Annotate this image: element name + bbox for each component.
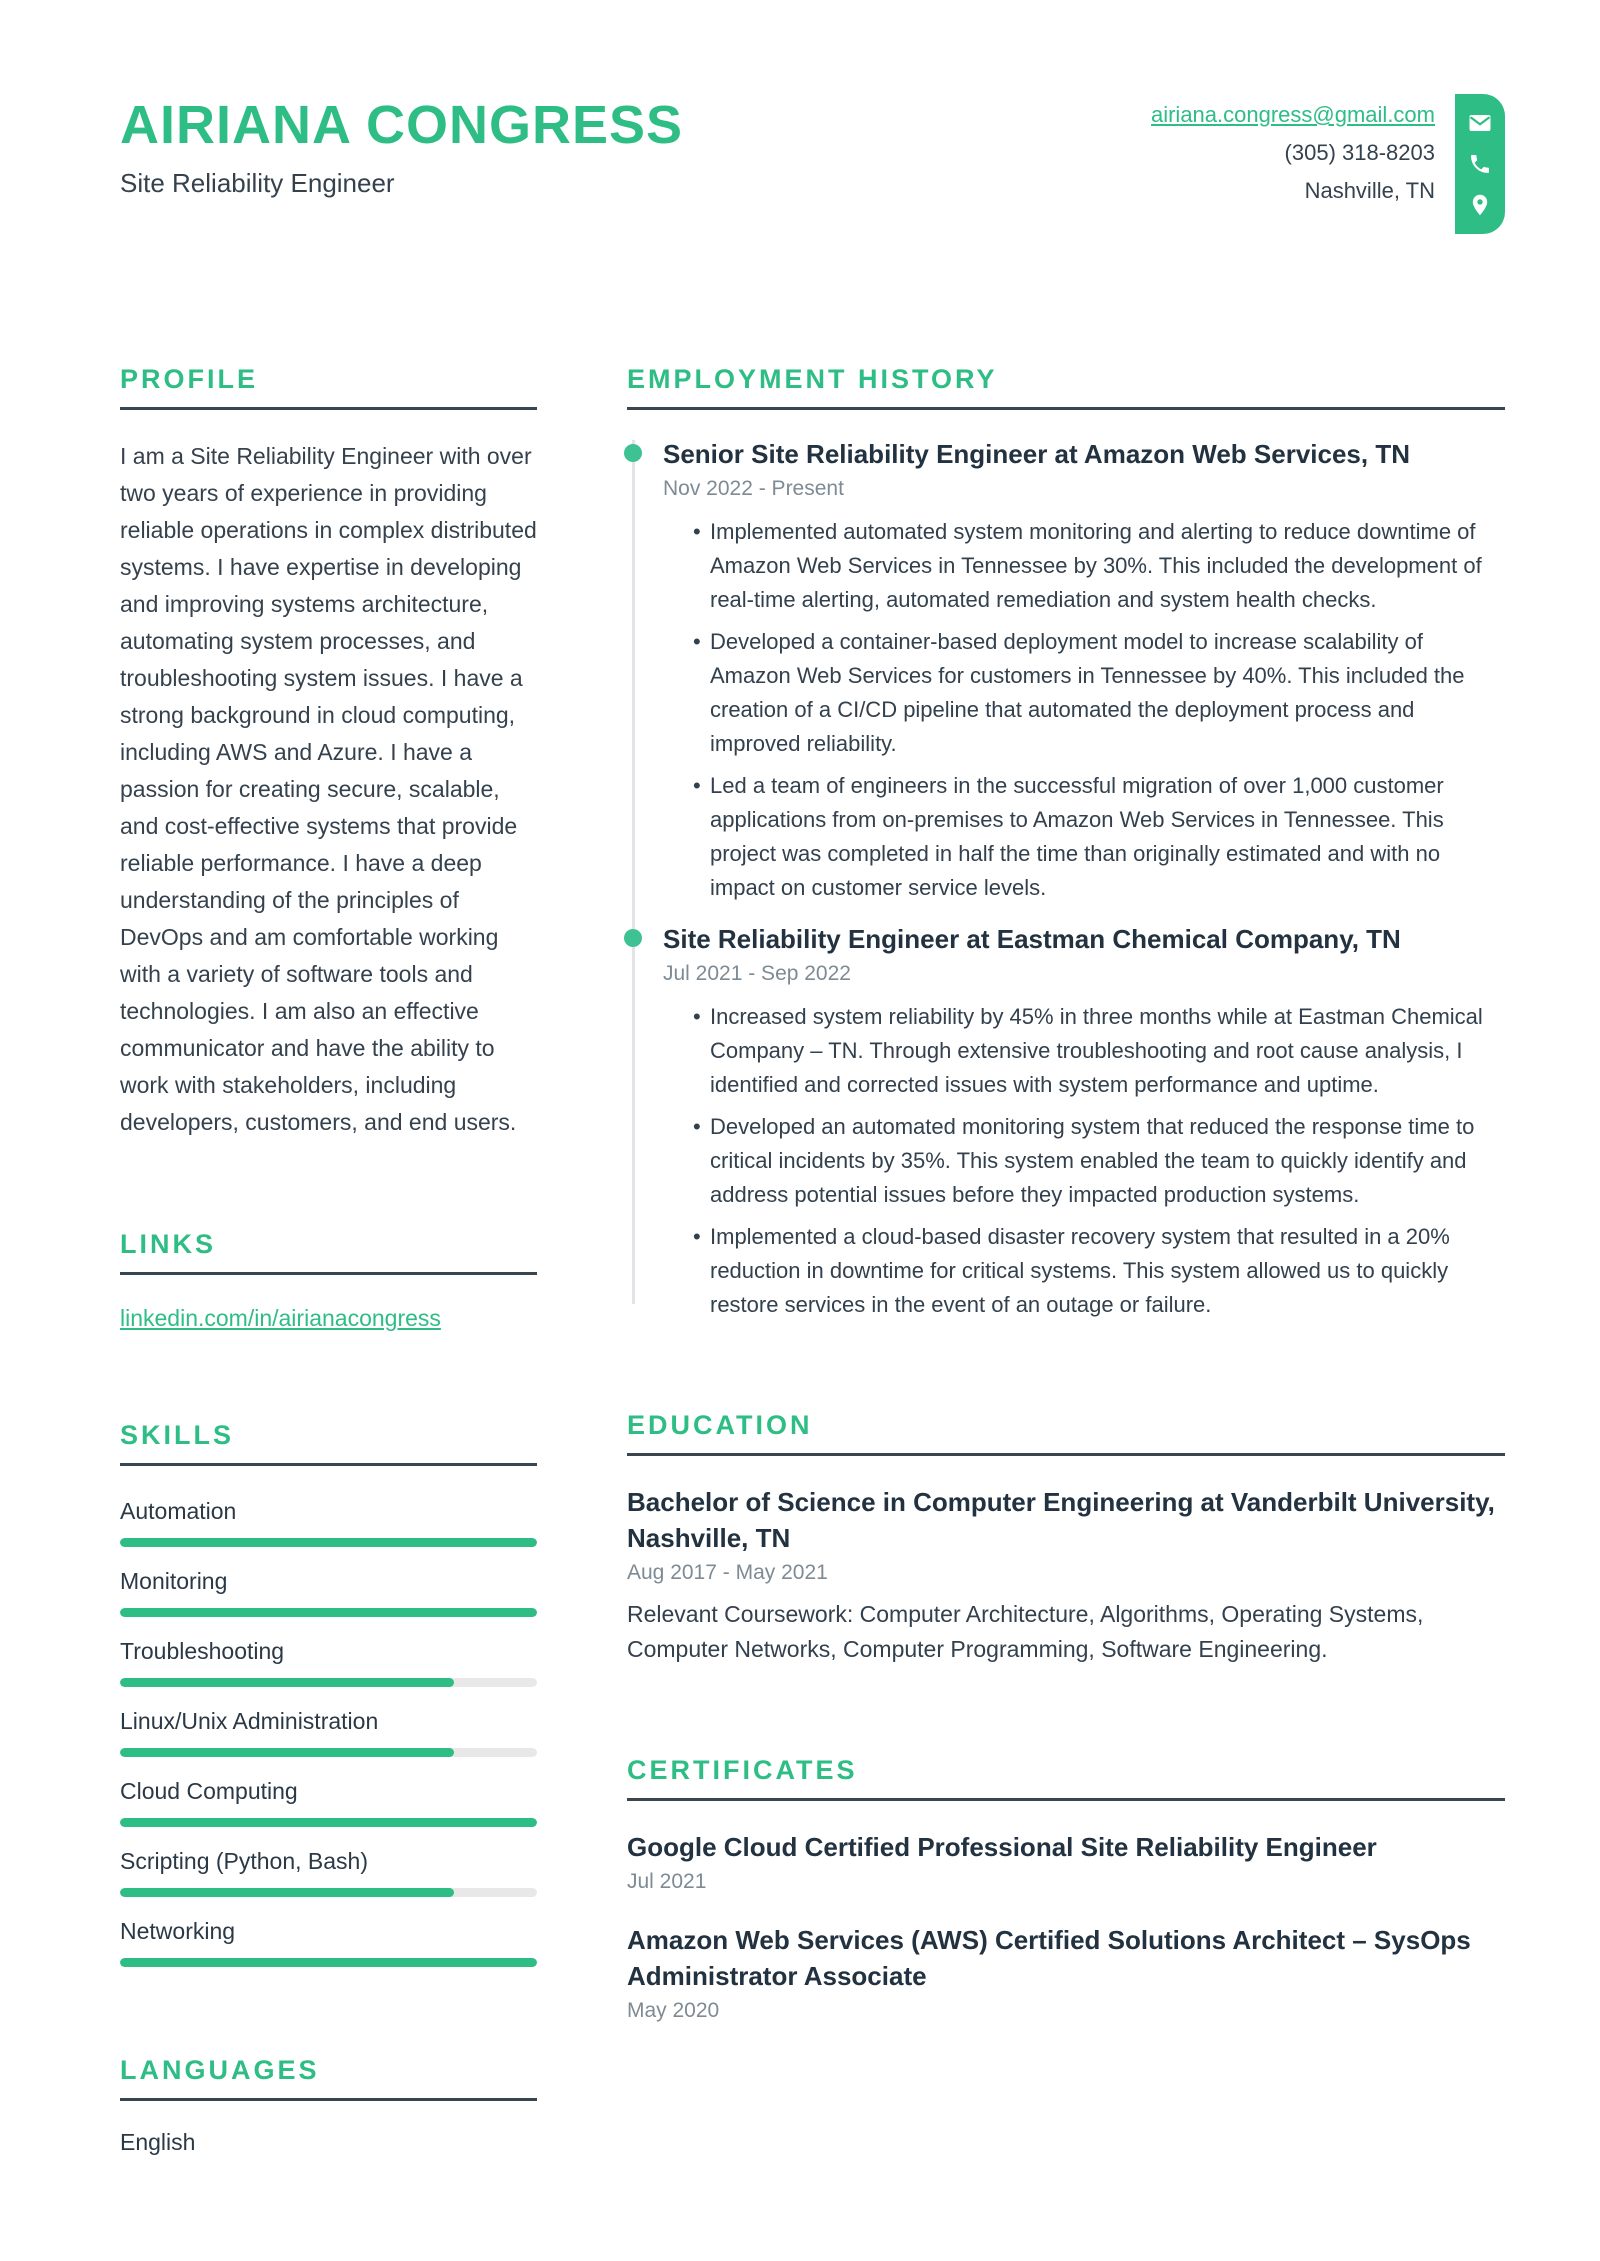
identity-block (120, 94, 683, 199)
person-job-title: Site Reliability Engineer (120, 168, 395, 199)
resume-header (120, 66, 1505, 234)
certificate-title: Amazon Web Services (AWS) Certified Solutions Architect – SysOps Administrator Associate (627, 1925, 1471, 1991)
job-title: Senior Site Reliability Engineer at Amazon Web Services, TN (663, 439, 1410, 469)
skill-item (120, 1916, 537, 1967)
contact-icon-bar (1455, 94, 1505, 234)
job-bullet: • Implemented a cloud-based disaster recovery system that resulted in a 20% reduction in downtime for critical systems. This system allowed us to quickly restore services in the event of an outage or failure. (663, 1220, 1505, 1322)
employment-heading: EMPLOYMENT HISTORY (627, 364, 1505, 410)
contact-text (1151, 96, 1435, 210)
person-name: AIRIANA CONGRESS (120, 95, 684, 155)
skill-bar (120, 1818, 537, 1827)
skill-name: Networking (120, 1918, 236, 1944)
certificates-section (627, 1755, 1505, 2023)
skill-bar-fill (120, 1958, 537, 1967)
phone-number: (305) 318-8203 (1284, 140, 1435, 165)
skill-name: Automation (120, 1498, 237, 1524)
timeline-dot (624, 929, 642, 947)
job-bullet-list (663, 515, 1505, 905)
skill-name: Troubleshooting (120, 1638, 285, 1664)
skill-item (120, 1846, 537, 1897)
skill-bar (120, 1748, 537, 1757)
skill-bar-fill (120, 1748, 454, 1757)
job-bullet: • Led a team of engineers in the successful migration of over 1,000 customer applications from on-premises to Amazon Web Services in Tennessee. This project was completed in half the time than originally estimated and with no impact on customer service levels. (663, 769, 1505, 905)
skill-bar-fill (120, 1538, 537, 1547)
certificate-date: Jul 2021 (627, 1870, 707, 1893)
job-bullet: • Increased system reliability by 45% in three months while at Eastman Chemical Company – TN. Through extensive troubleshooting and root cause analysis, I identified and corrected issues with system performance and uptime. (663, 1000, 1505, 1102)
employment-timeline (627, 436, 1505, 1322)
languages-heading: LANGUAGES (120, 2055, 537, 2101)
skill-name: Cloud Computing (120, 1778, 298, 1804)
education-heading: EDUCATION (627, 1410, 1505, 1456)
skill-name: Monitoring (120, 1568, 228, 1594)
job-dates: Jul 2021 - Sep 2022 (663, 962, 851, 985)
skills-list (120, 1496, 537, 1967)
skills-heading: SKILLS (120, 1420, 537, 1466)
job-title: Site Reliability Engineer at Eastman Chemical Company, TN (663, 924, 1401, 954)
education-coursework: Relevant Coursework: Computer Architecture, Algorithms, Operating Systems, Computer Networks, Computer Programming, Software Engineering. (627, 1601, 1424, 1662)
skill-bar-fill (120, 1608, 537, 1617)
skill-item (120, 1566, 537, 1617)
skill-bar-fill (120, 1818, 537, 1827)
left-column (120, 364, 537, 2244)
employment-section (627, 364, 1505, 1322)
right-column (627, 364, 1505, 2244)
education-dates: Aug 2017 - May 2021 (627, 1561, 828, 1584)
certificate-title: Google Cloud Certified Professional Site Reliability Engineer (627, 1832, 1377, 1862)
mail-icon (1468, 111, 1492, 135)
job-entry (627, 436, 1505, 905)
profile-text: I am a Site Reliability Engineer with over two years of experience in providing reliable operations in complex distributed systems. I have expertise in developing and improving systems architecture, automating system processes, and troubleshooting system issues. I have a strong background in cloud computing, including AWS and Azure. I have a passion for creating secure, scalable, and cost-effective systems that provide reliable performance. I have a deep understanding of the principles of DevOps and am comfortable working with a variety of software tools and technologies. I am also an effective communicator and have the ability to work with stakeholders, including developers, customers, and end users. (120, 443, 537, 1135)
phone-icon (1468, 152, 1492, 176)
certificate-entry (627, 1922, 1505, 2023)
certificates-heading: CERTIFICATES (627, 1755, 1505, 1801)
skill-item (120, 1636, 537, 1687)
job-bullet: • Developed an automated monitoring system that reduced the response time to critical incidents by 35%. This system enabled the team to quickly identify and address potential issues before they impacted production systems. (663, 1110, 1505, 1212)
location-text: Nashville, TN (1304, 178, 1435, 203)
skills-section (120, 1420, 537, 1967)
skill-name: Linux/Unix Administration (120, 1708, 379, 1734)
skill-bar (120, 1678, 537, 1687)
email-link[interactable]: airiana.congress@gmail.com (1150, 102, 1435, 127)
profile-section (120, 364, 537, 1141)
content-columns (120, 364, 1505, 2244)
job-dates: Nov 2022 - Present (663, 477, 844, 500)
education-degree: Bachelor of Science in Computer Engineering at Vanderbilt University, Nashville, TN (627, 1487, 1495, 1553)
skill-name: Scripting (Python, Bash) (120, 1848, 369, 1874)
languages-section (120, 2055, 537, 2156)
location-pin-icon (1468, 193, 1492, 217)
language-item: English (120, 2129, 196, 2155)
certificate-entry (627, 1829, 1505, 1894)
timeline-dot (624, 444, 642, 462)
certificate-date: May 2020 (627, 1999, 720, 2022)
linkedin-link[interactable]: linkedin.com/in/airianacongress (120, 1305, 441, 1331)
profile-heading: PROFILE (120, 364, 537, 410)
skill-bar (120, 1608, 537, 1617)
skill-item (120, 1496, 537, 1547)
job-bullet: • Developed a container-based deployment model to increase scalability of Amazon Web Services for customers in Tennessee by 40%. This included the creation of a CI/CD pipeline that automated the deployment process and improved reliability. (663, 625, 1505, 761)
links-heading: LINKS (120, 1229, 537, 1275)
skill-bar (120, 1538, 537, 1547)
contact-block (1151, 94, 1505, 234)
education-section (627, 1410, 1505, 1667)
skill-bar (120, 1958, 537, 1967)
job-bullet: • Implemented automated system monitoring and alerting to reduce downtime of Amazon Web Services in Tennessee by 30%. This included the development of real-time alerting, automated remediation and system health checks. (663, 515, 1505, 617)
skill-bar (120, 1888, 537, 1897)
skill-item (120, 1706, 537, 1757)
job-bullet-list (663, 1000, 1505, 1322)
skill-item (120, 1776, 537, 1827)
links-section (120, 1229, 537, 1332)
skill-bar-fill (120, 1888, 454, 1897)
job-entry (627, 921, 1505, 1322)
skill-bar-fill (120, 1678, 454, 1687)
